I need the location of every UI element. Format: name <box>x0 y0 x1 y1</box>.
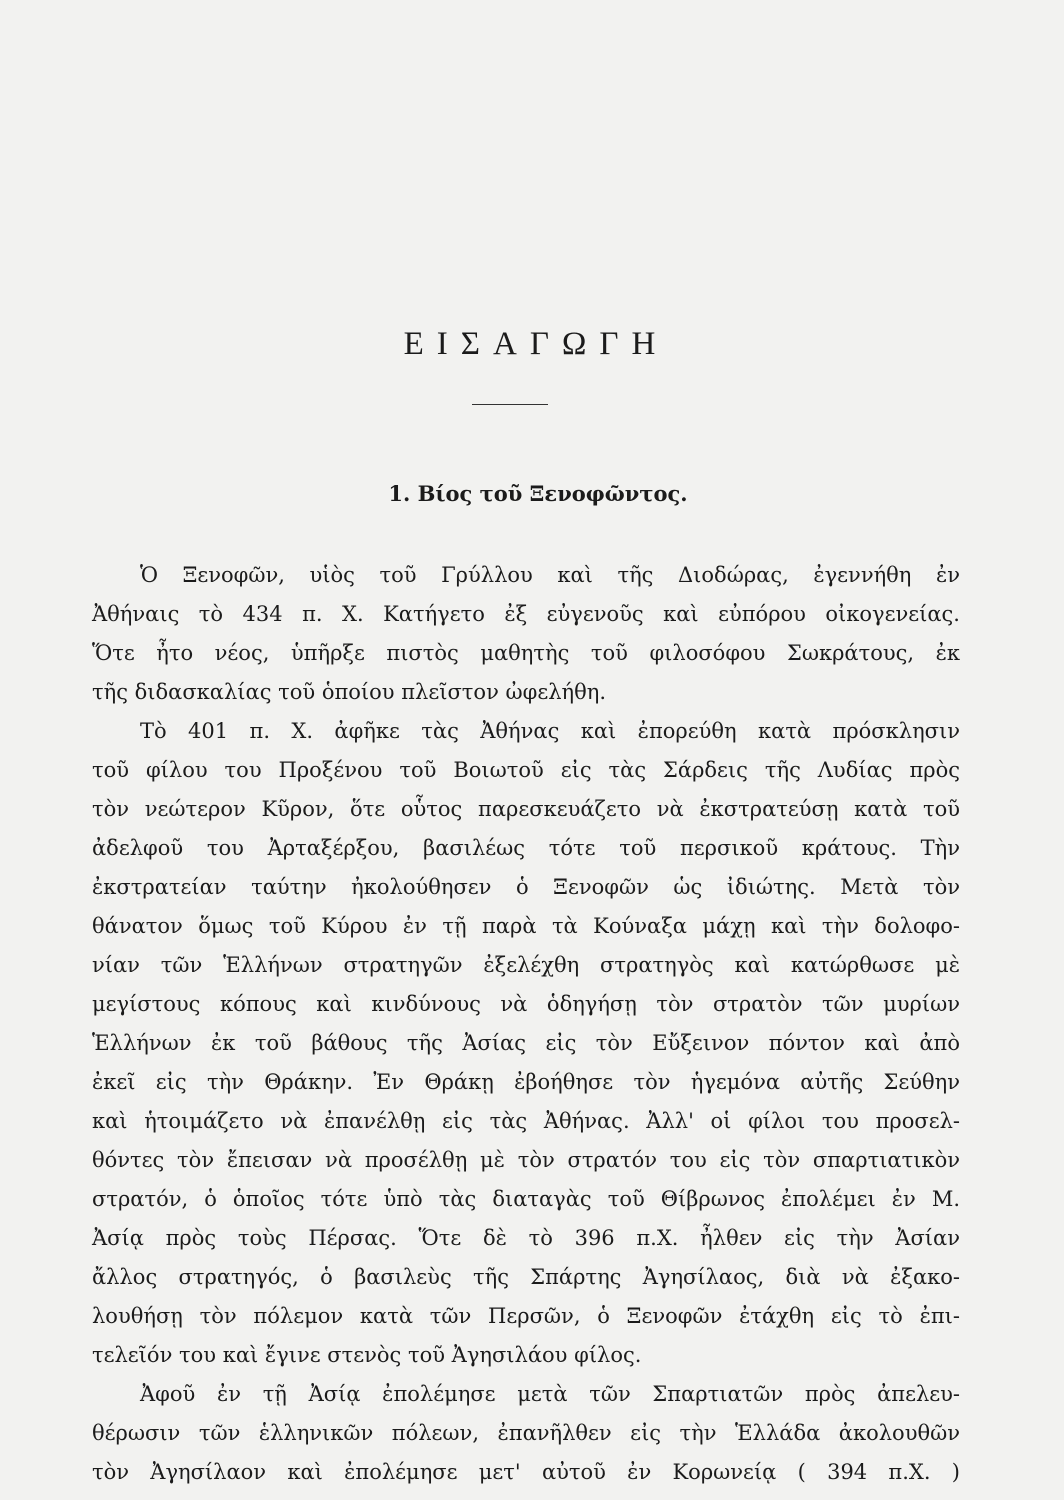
heading-rule <box>472 404 548 405</box>
text-line: στρατόν, ὁ ὁποῖος τότε ὑπὸ τὰς διαταγὰς τοῦ Θίβρωνος ἐπολέμει ἐν Μ. <box>92 1187 960 1211</box>
text-line: νίαν τῶν Ἑλλήνων στρατηγῶν ἐξελέχθη στρατηγὸς καὶ κατώρθωσε μὲ <box>92 953 960 977</box>
text-line: μεγίστους κόπους καὶ κινδύνους νὰ ὁδηγήσῃ τὸν στρατὸν τῶν μυρίων <box>92 992 960 1016</box>
text-line: Ἀφοῦ ἐν τῇ Ἀσίᾳ ἐπολέμησε μετὰ τῶν Σπαρτιατῶν πρὸς ἀπελευ- <box>140 1382 960 1406</box>
text-line: τὸν Ἀγησίλαον καὶ ἐπολέμησε μετ' αὐτοῦ ἐν Κορωνείᾳ ( 394 π.Χ. ) <box>92 1460 960 1484</box>
text-line: Τὸ 401 π. Χ. ἀφῆκε τὰς Ἀθήνας καὶ ἐπορεύθη κατὰ πρόσκλησιν <box>140 719 960 743</box>
text-line: ἐκστρατείαν ταύτην ἠκολούθησεν ὁ Ξενοφῶν ὡς ἰδιώτης. Μετὰ τὸν <box>92 875 960 899</box>
chapter-heading: ΕΙΣΑΓΩΓΗ <box>403 326 669 362</box>
text-line: λουθήσῃ τὸν πόλεμον κατὰ τῶν Περσῶν, ὁ Ξενοφῶν ἐτάχθη εἰς τὸ ἐπι- <box>92 1304 960 1328</box>
text-line: Ἀθήναις τὸ 434 π. Χ. Κατήγετο ἐξ εὐγενοῦς καὶ εὐπόρου οἰκογενείας. <box>92 602 960 626</box>
text-line: Ὁ Ξενοφῶν, υἱὸς τοῦ Γρύλλου καὶ τῆς Διοδώρας, ἐγεννήθη ἐν <box>140 563 960 587</box>
text-line: Ἀσίᾳ πρὸς τοὺς Πέρσας. Ὅτε δὲ τὸ 396 π.Χ. ἦλθεν εἰς τὴν Ἀσίαν <box>92 1226 960 1250</box>
text-line: θάνατον ὅμως τοῦ Κύρου ἐν τῇ παρὰ τὰ Κούναξα μάχῃ καὶ τὴν δολοφο- <box>92 914 960 938</box>
text-line: τοῦ φίλου του Προξένου τοῦ Βοιωτοῦ εἰς τὰς Σάρδεις τῆς Λυδίας πρὸς <box>92 758 960 782</box>
section-title: 1. Βίος τοῦ Ξενοφῶντος. <box>388 481 688 506</box>
text-line: τὸν νεώτερον Κῦρον, ὅτε οὗτος παρεσκευάζετο νὰ ἐκστρατεύσῃ κατὰ τοῦ <box>92 797 960 821</box>
text-line: Ὅτε ἦτο νέος, ὑπῆρξε πιστὸς μαθητὴς τοῦ φιλοσόφου Σωκράτους, ἐκ <box>92 641 960 665</box>
text-line: θέρωσιν τῶν ἑλληνικῶν πόλεων, ἐπανῆλθεν εἰς τὴν Ἑλλάδα ἀκολουθῶν <box>92 1421 960 1445</box>
text-line: ἀδελφοῦ του Ἀρταξέρξου, βασιλέως τότε τοῦ περσικοῦ κράτους. Τὴν <box>92 836 960 860</box>
text-line: ἐκεῖ εἰς τὴν Θράκην. Ἐν Θράκῃ ἐβοήθησε τὸν ἡγεμόνα αὐτῆς Σεύθην <box>92 1070 960 1094</box>
text-line: τῆς διδασκαλίας τοῦ ὁποίου πλεῖστον ὠφελήθη. <box>92 680 607 704</box>
text-line: καὶ ἡτοιμάζετο νὰ ἐπανέλθῃ εἰς τὰς Ἀθήνας. Ἀλλ' οἱ φίλοι του προσελ- <box>92 1109 960 1133</box>
text-line: ἄλλος στρατηγός, ὁ βασιλεὺς τῆς Σπάρτης Ἀγησίλαος, διὰ νὰ ἐξακο- <box>92 1265 960 1289</box>
text-line: θόντες τὸν ἔπεισαν νὰ προσέλθῃ μὲ τὸν στρατόν του εἰς τὸν σπαρτιατικὸν <box>92 1148 960 1172</box>
text-line: τελεῖόν του καὶ ἔγινε στενὸς τοῦ Ἀγησιλάου φίλος. <box>92 1343 642 1367</box>
text-line: Ἑλλήνων ἐκ τοῦ βάθους τῆς Ἀσίας εἰς τὸν Εὔξεινον πόντον καὶ ἀπὸ <box>92 1031 960 1055</box>
